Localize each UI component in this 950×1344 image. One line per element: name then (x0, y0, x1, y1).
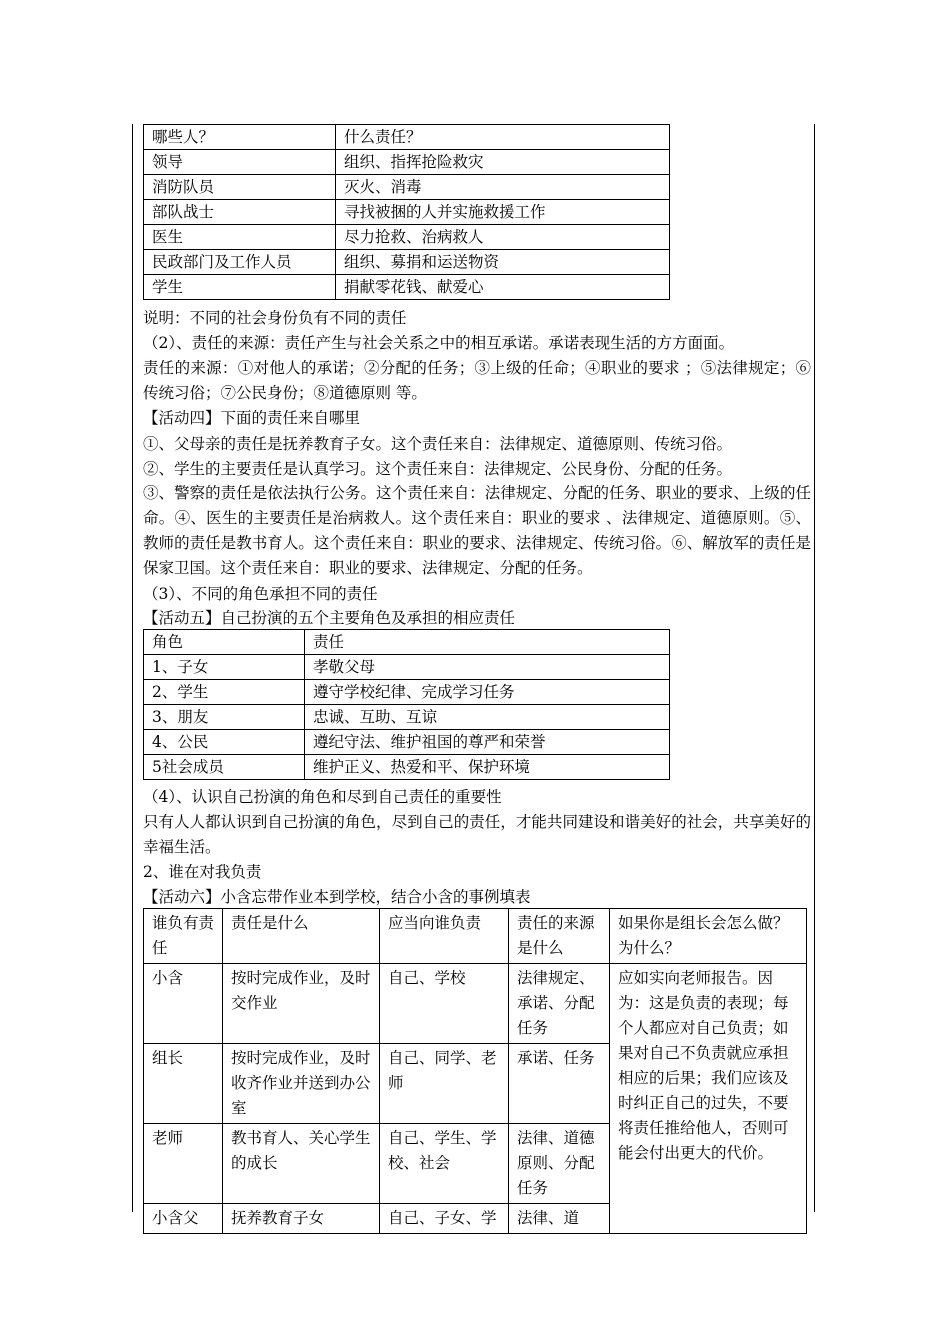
table-cell: 自己、同学、老师 (380, 1044, 509, 1124)
section-4-heading: （4）、认识自己扮演的角色和尽到自己责任的重要性 (143, 788, 502, 806)
table-cell: 组织、指挥抢险救灾 (336, 150, 670, 175)
activity-4-item-3: ③、警察的责任是依法执行公务。这个责任来自：法律规定、分配的任务、职业的要求、上级的任命。④、医生的主要责任是治病救人。这个责任来自：职业的要求 、法律规定、道德原则。⑤、教师的责任是教书育人。这个责任来自：职业的要求、法律规定、传统习俗。⑥、解放军的责任是保家卫国。这个责任来自：职业的要求、法律规定、分配的任务。 (143, 484, 811, 577)
header-cell: 角色 (144, 630, 305, 655)
table-row (144, 225, 670, 250)
header-cell: 什么责任？ (336, 125, 670, 150)
table-row (144, 250, 670, 275)
table-row (144, 275, 670, 300)
table-cell: 小含 (144, 964, 223, 1044)
header-cell: 谁负有责任 (144, 909, 223, 964)
sources-paragraph: 责任的来源：①对他人的承诺；②分配的任务；③上级的任命；④职业的要求 ；⑤法律规定；⑥传统习俗；⑦公民身份；⑧道德原则 等。 (143, 359, 811, 402)
table-cell: 尽力抢救、治病救人 (336, 225, 670, 250)
table-cell: 领导 (144, 150, 336, 175)
table-row (144, 705, 670, 730)
table-cell: 忠诚、互助、互谅 (305, 705, 670, 730)
note-text: 说明：不同的社会身份负有不同的责任 (143, 309, 407, 327)
table-cell: 医生 (144, 225, 336, 250)
table-cell: 3、朋友 (144, 705, 305, 730)
table-cell: 5社会成员 (144, 755, 305, 780)
table-cell: 1、子女 (144, 655, 305, 680)
table-cell: 组织、募捐和运送物资 (336, 250, 670, 275)
table-header-row (144, 630, 670, 655)
table-cell: 4、公民 (144, 730, 305, 755)
header-cell: 哪些人？ (144, 125, 336, 150)
activity-5-title: 【活动五】自己扮演的五个主要角色及承担的相应责任 (143, 609, 516, 627)
table-cell: 承诺、任务 (509, 1044, 610, 1124)
table-cell: 法律规定、承诺、分配任务 (509, 964, 610, 1044)
table-cell: 寻找被捆的人并实施救援工作 (336, 200, 670, 225)
roles-table (143, 629, 670, 780)
table-cell: 自己、学校 (380, 964, 509, 1044)
table-cell: 组长 (144, 1044, 223, 1124)
activity-4-title: 【活动四】下面的责任来自哪里 (143, 409, 361, 427)
table-row (144, 680, 670, 705)
table-row (144, 150, 670, 175)
header-cell: 责任的来源是什么 (509, 909, 610, 964)
responsibility-table (143, 124, 670, 300)
table-cell: 民政部门及工作人员 (144, 250, 336, 275)
table-cell: 孝敬父母 (305, 655, 670, 680)
part-2-heading: 2、谁在对我负责 (143, 863, 262, 881)
table-cell: 学生 (144, 275, 336, 300)
table-cell: 教书育人、关心学生的成长 (223, 1124, 380, 1204)
header-cell: 应当向谁负责 (380, 909, 509, 964)
table-cell: 消防队员 (144, 175, 336, 200)
table-cell: 老师 (144, 1124, 223, 1204)
section-4-paragraph: 只有人人都认识到自己扮演的角色，尽到自己的责任，才能共同建设和谐美好的社会，共享美好的幸福生活。 (143, 813, 811, 856)
table-cell: 遵守学校纪律、完成学习任务 (305, 680, 670, 705)
activity-4-item-2: ②、学生的主要责任是认真学习。这个责任来自：法律规定、公民身份、分配的任务。 (143, 460, 733, 478)
header-cell: 如果你是组长会怎么做？为什么？ (610, 909, 807, 964)
header-cell: 责任 (305, 630, 670, 655)
table-header-row (144, 125, 670, 150)
table-row (144, 175, 670, 200)
table-cell: 自己、学生、学校、社会 (380, 1124, 509, 1204)
activity-6-title: 【活动六】小含忘带作业本到学校，结合小含的事例填表 (143, 888, 531, 906)
table-cell: 法律、道德原则、分配任务 (509, 1124, 610, 1204)
table-row (144, 655, 670, 680)
table-cell: 法律、道 (509, 1204, 610, 1234)
table-cell: 按时完成作业，及时交作业 (223, 964, 380, 1044)
table-cell: 自己、子女、学 (380, 1204, 509, 1234)
section-3-heading: （3）、不同的角色承担不同的责任 (143, 585, 378, 603)
table-cell: 灭火、消毒 (336, 175, 670, 200)
table-cell: 2、学生 (144, 680, 305, 705)
table-header-row (144, 909, 807, 964)
table-row (144, 730, 670, 755)
table-cell: 维护正义、热爱和平、保护环境 (305, 755, 670, 780)
answer-cell: 应如实向老师报告。因为：这是负责的表现；每个人都应对自己负责；如果对自己不负责就应承担相应的后果；我们应该及时纠正自己的过失，不要将责任推给他人，否则可能会付出更大的代价。 (610, 964, 807, 1234)
table-cell: 捐献零花钱、献爱心 (336, 275, 670, 300)
activity-4-item-1: ①、父母亲的责任是抚养教育子女。这个责任来自：法律规定、道德原则、传统习俗。 (143, 435, 733, 453)
table-cell: 按时完成作业，及时收齐作业并送到办公室 (223, 1044, 380, 1124)
table-cell: 抚养教育子女 (223, 1204, 380, 1234)
section-2-heading: （2）、责任的来源：责任产生与社会关系之中的相互承诺。承诺表现生活的方方面面。 (143, 334, 735, 352)
case-table (143, 908, 807, 1234)
table-cell: 部队战士 (144, 200, 336, 225)
table-cell: 小含父 (144, 1204, 223, 1234)
header-cell: 责任是什么 (223, 909, 380, 964)
table-row (144, 755, 670, 780)
table-row (144, 964, 807, 1044)
table-row (144, 200, 670, 225)
table-cell: 遵纪守法、维护祖国的尊严和荣誉 (305, 730, 670, 755)
